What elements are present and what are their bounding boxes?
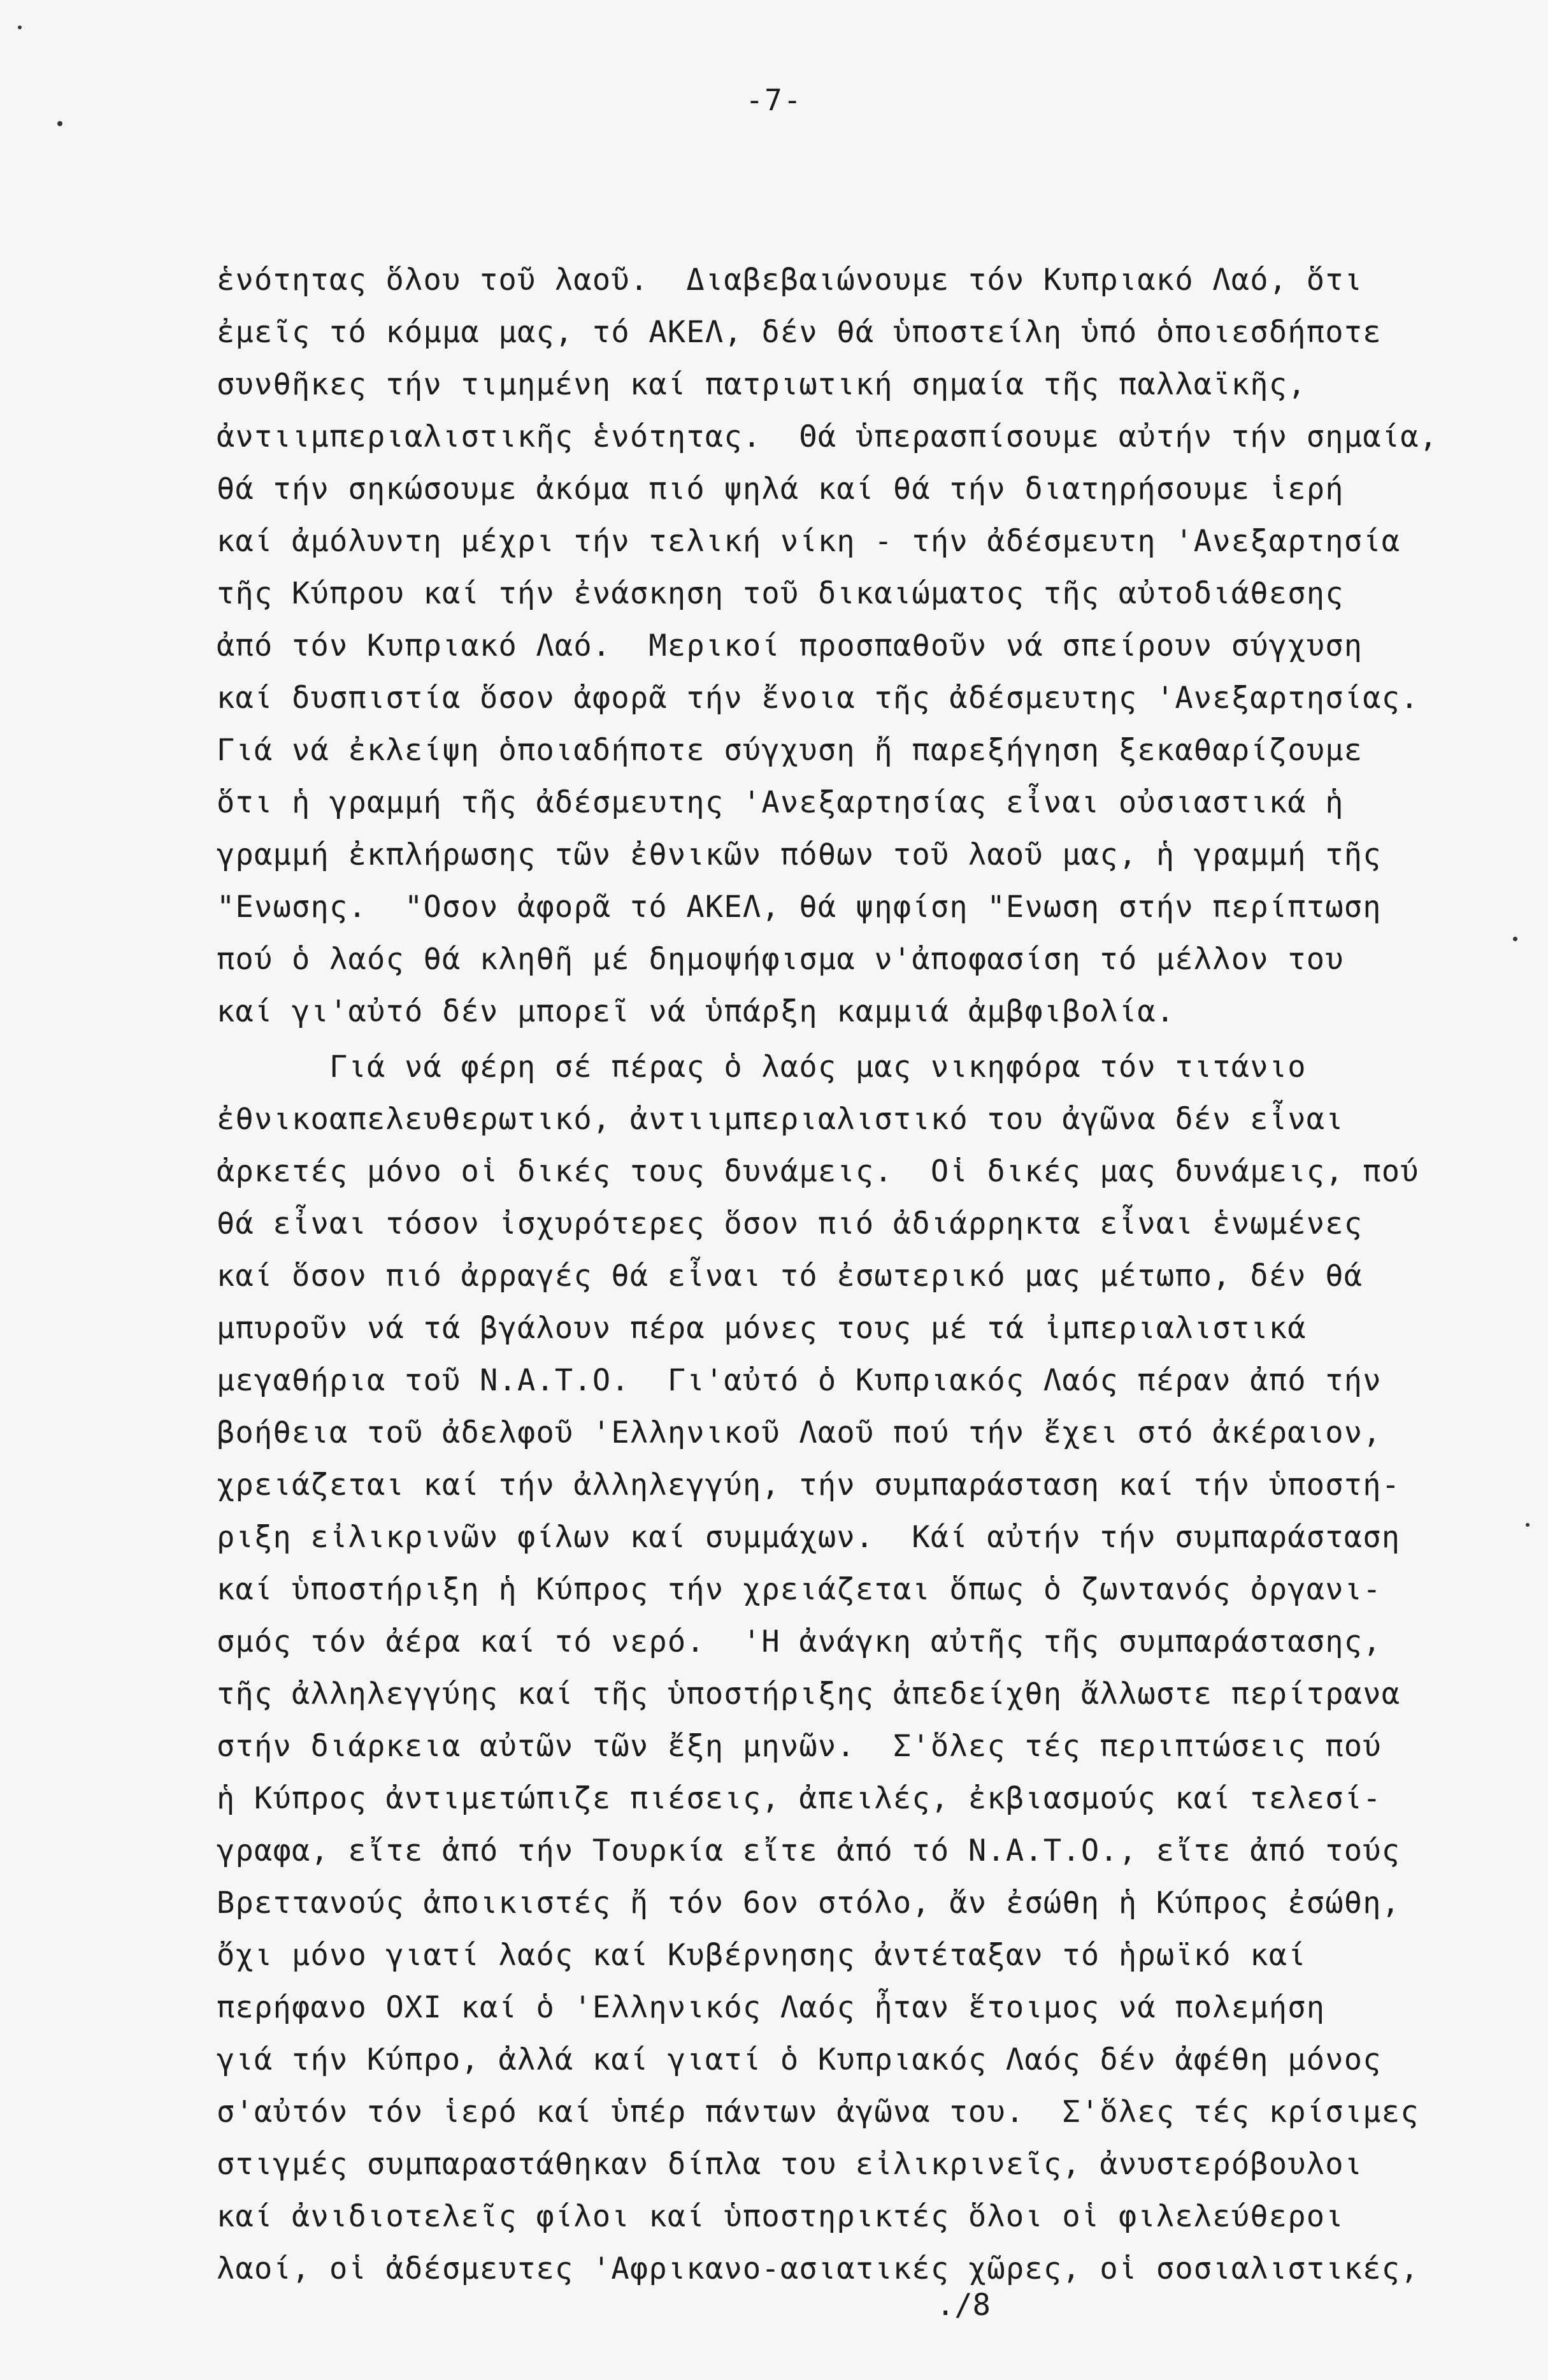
text-line: γραφα, εἴτε ἀπό τήν Τουρκία εἴτε ἀπό τό Ν.Α.Τ.Ο., εἴτε ἀπό τούς xyxy=(217,1833,1401,1868)
text-line: μπυροῦν νά τά βγάλουν πέρα μόνες τους μέ τά ἰμπεριαλιστικά xyxy=(217,1311,1307,1346)
text-line: σ'αὐτόν τόν ἱερό καί ὑπέρ πάντων ἀγῶνα του. Σ'ὅλες τές κρίσιμες xyxy=(217,2095,1419,2130)
text-line: καί ἀμόλυντη μέχρι τήν τελική νίκη - τήν ἀδέσμευτη 'Ανεξαρτησία xyxy=(217,524,1401,559)
text-line: θά τήν σηκώσουμε ἀκόμα πιό ψηλά καί θά τήν διατηρήσουμε ἱερή xyxy=(217,472,1344,507)
text-line: βοήθεια τοῦ ἀδελφοῦ 'Ελληνικοῦ Λαοῦ πού τήν ἔχει στό ἀκέραιον, xyxy=(217,1415,1382,1450)
text-line: Βρεττανούς ἀποικιστές ἤ τόν 6ον στόλο, ἄν ἐσώθη ἡ Κύπρος ἐσώθη, xyxy=(217,1886,1401,1921)
scan-speck xyxy=(1513,937,1517,941)
text-line: πού ὁ λαός θά κληθῆ μέ δημοψήφισμα ν'ἀποφασίση τό μέλλον του xyxy=(217,942,1344,977)
text-line: συνθῆκες τήν τιμημένη καί πατριωτική σημαία τῆς παλλαϊκῆς, xyxy=(217,367,1307,402)
text-line: ριξη εἰλικρινῶν φίλων καί συμμάχων. Κάί αὐτήν τήν συμπαράσταση xyxy=(217,1520,1401,1555)
scan-speck xyxy=(1526,1523,1530,1527)
text-line: ἡ Κύπρος ἀντιμετώπιζε πιέσεις, ἀπειλές, ἐκβιασμούς καί τελεσί- xyxy=(217,1781,1382,1816)
text-line: ἐμεῖς τό κόμμα μας, τό ΑΚΕΛ, δέν θά ὑποστείλη ὑπό ὁποιεσδήποτε xyxy=(217,315,1382,350)
text-line: Γιά νά ἐκλείψη ὁποιαδήποτε σύγχυση ἤ παρεξήγηση ξεκαθαρίζουμε xyxy=(217,733,1363,768)
text-line: καί γι'αὐτό δέν μπορεῖ νά ὑπάρξη καμμιά ἀμβφιβολία. xyxy=(217,994,1175,1029)
text-line: στήν διάρκεια αὐτῶν τῶν ἔξη μηνῶν. Σ'ὅλες τές περιπτώσεις πού xyxy=(217,1729,1382,1764)
text-line: γραμμή ἐκπλήρωσης τῶν ἐθνικῶν πόθων τοῦ λαοῦ μας, ἡ γραμμή τῆς xyxy=(217,837,1382,872)
text-line: χρειάζεται καί τήν ἀλληλεγγύη, τήν συμπαράσταση καί τήν ὑποστή- xyxy=(217,1468,1401,1503)
text-line: ὄχι μόνο γιατί λαός καί Κυβέρνησης ἀντέταξαν τό ἡρωϊκό καί xyxy=(217,1938,1307,1973)
continuation-marker: ./8 xyxy=(936,2288,991,2323)
text-line: καί ὅσον πιό ἀρραγές θά εἶναι τό ἐσωτερικό μας μέτωπο, δέν θά xyxy=(217,1259,1363,1294)
text-line: ἀντιιμπεριαλιστικῆς ἑνότητας. Θά ὑπερασπίσουμε αὐτήν τήν σημαία, xyxy=(217,419,1438,454)
text-line: λαοί, οἱ ἀδέσμευτες 'Αφρικανο-ασιατικές χῶρες, οἱ σοσιαλιστικές, xyxy=(217,2251,1419,2286)
text-line: ἑνότητας ὅλου τοῦ λαοῦ. Διαβεβαιώνουμε τόν Κυπριακό Λαό, ὅτι xyxy=(217,263,1363,298)
text-line: ἀπό τόν Κυπριακό Λαό. Μερικοί προσπαθοῦν νά σπείρουν σύγχυση xyxy=(217,628,1363,663)
text-line: ὅτι ἡ γραμμή τῆς ἀδέσμευτης 'Ανεξαρτησίας εἶναι οὐσιαστικά ἡ xyxy=(217,785,1344,820)
text-line: καί ὑποστήριξη ἡ Κύπρος τήν χρειάζεται ὅπως ὁ ζωντανός ὀργανι- xyxy=(217,1572,1382,1607)
text-line: Γιά νά φέρη σέ πέρας ὁ λαός μας νικηφόρα τόν τιτάνιο xyxy=(217,1049,1307,1085)
text-line: γιά τήν Κύπρο, ἀλλά καί γιατί ὁ Κυπριακός Λαός δέν ἀφέθη μόνος xyxy=(217,2042,1382,2077)
text-line: τῆς Κύπρου καί τήν ἐνάσκηση τοῦ δικαιώματος τῆς αὐτοδιάθεσης xyxy=(217,576,1344,611)
text-line: "Ενωσης. "Οσον ἀφορᾶ τό ΑΚΕΛ, θά ψηφίση "Ενωση στήν περίπτωση xyxy=(217,890,1382,925)
scan-speck xyxy=(57,121,62,126)
text-line: τῆς ἀλληλεγγύης καί τῆς ὑποστήριξης ἀπεδείχθη ἄλλωστε περίτρανα xyxy=(217,1677,1401,1712)
text-line: περήφανο ΟΧΙ καί ὁ 'Ελληνικός Λαός ἦταν ἕτοιμος νά πολεμήση xyxy=(217,1990,1326,2025)
text-line: μεγαθήρια τοῦ Ν.Α.Τ.Ο. Γι'αὐτό ὁ Κυπριακός Λαός πέραν ἀπό τήν xyxy=(217,1363,1382,1398)
text-line: καί ἀνιδιοτελεῖς φίλοι καί ὑποστηρικτές ὅλοι οἱ φιλελεύθεροι xyxy=(217,2199,1344,2234)
text-line: στιγμές συμπαραστάθηκαν δίπλα του εἰλικρινεῖς, ἀνυστερόβουλοι xyxy=(217,2147,1363,2182)
scan-speck xyxy=(18,25,22,29)
text-line: θά εἶναι τόσον ἰσχυρότερες ὅσον πιό ἀδιάρρηκτα εἶναι ἑνωμένες xyxy=(217,1206,1363,1241)
text-line: ἀρκετές μόνο οἱ δικές τους δυνάμεις. Οἱ δικές μας δυνάμεις, πού xyxy=(217,1154,1419,1189)
page-number: -7- xyxy=(745,83,803,117)
text-line: σμός τόν ἀέρα καί τό νερό. 'Η ἀνάγκη αὐτῆς τῆς συμπαράστασης, xyxy=(217,1624,1382,1659)
text-line: καί δυσπιστία ὅσον ἀφορᾶ τήν ἔνοια τῆς ἀδέσμευτης 'Ανεξαρτησίας. xyxy=(217,681,1419,716)
text-line: ἐθνικοαπελευθερωτικό, ἀντιιμπεριαλιστικό του ἀγῶνα δέν εἶναι xyxy=(217,1102,1344,1137)
